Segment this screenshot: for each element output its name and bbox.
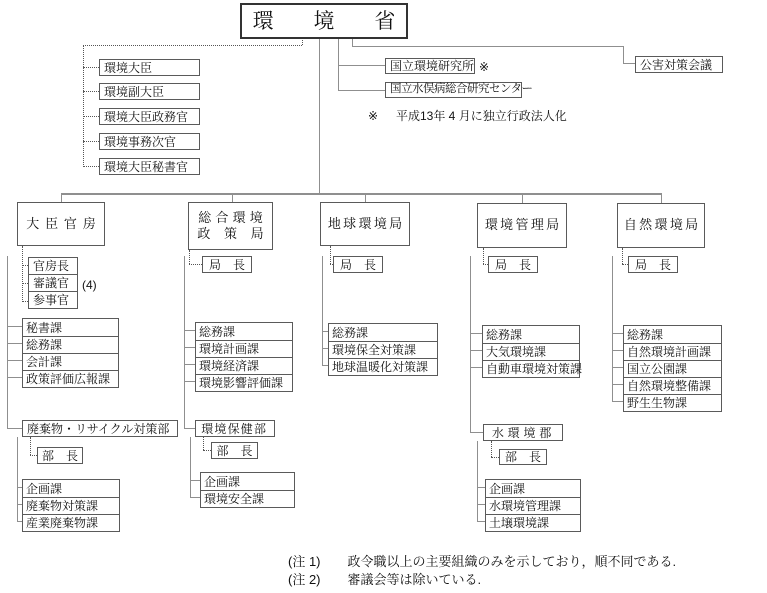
- col1-rail: [7, 256, 8, 428]
- division-row: 会計課: [23, 353, 118, 370]
- col4-stub-3: [470, 367, 482, 368]
- division-row: 環境保全対策課: [329, 341, 437, 358]
- division-row: 企画課: [204, 474, 241, 489]
- connector-bureaus-horizontal: [61, 193, 662, 195]
- division-row: 秘書課: [26, 320, 63, 335]
- bureau-stub-2: [232, 194, 233, 202]
- bureau-name: 自然環境局: [623, 217, 701, 233]
- division-row: 環境安全課: [201, 490, 294, 507]
- dotted-official-stub-5: [83, 166, 99, 167]
- col2-rail: [184, 256, 185, 428]
- dotted-officials-rail: [83, 45, 84, 167]
- division-row: 企画課: [489, 481, 526, 496]
- division-row: 環境影響評価課: [196, 374, 292, 391]
- col4-dept-stub: [470, 432, 483, 433]
- division-row: 廃棄物対策課: [23, 497, 119, 514]
- dotted-waste-head-rail: [30, 437, 31, 455]
- bureau-box-secretariat: [17, 202, 105, 246]
- officer-box-shingikan: 審議官: [28, 274, 78, 292]
- bureau-head-box-policy: 局 長: [202, 256, 252, 273]
- col1-stub-2: [7, 343, 22, 344]
- dotted-officials-horizontal: [83, 45, 302, 46]
- bureau-head-box-global: 局 長: [333, 256, 383, 273]
- division-row: 企画課: [26, 481, 63, 496]
- col5-stub-4: [612, 384, 623, 385]
- dotted-head2-stub: [189, 264, 202, 265]
- division-row: 環境経済課: [196, 357, 292, 374]
- department-box-health: 環境保健部: [195, 420, 275, 437]
- division-row: 大気環境課: [483, 343, 579, 360]
- division-row: 総務課: [199, 324, 236, 339]
- dotted-official-stub-2: [83, 91, 99, 92]
- dotted-officials-tick: [302, 40, 303, 45]
- official-box-minister: 環境大臣: [99, 59, 200, 76]
- footnote-mark: ※: [368, 109, 379, 123]
- note-text: 政令職以上の主要組織のみを示しており，順不同である.: [347, 554, 677, 569]
- division-row: 環境計画課: [196, 340, 292, 357]
- col4-dept-stub-2: [477, 504, 485, 505]
- division-row: 産業廃棄物課: [23, 514, 119, 531]
- division-table-global: [328, 323, 438, 376]
- col2-dept-stub-2: [190, 497, 200, 498]
- connector-council-vertical: [623, 46, 624, 63]
- council-box: 公害対策会議: [635, 56, 723, 73]
- division-row: 自然環境計画課: [624, 343, 721, 360]
- division-table-management: [482, 325, 583, 378]
- col2-stub-2: [184, 347, 195, 348]
- bureau-name-line2: 政策局: [197, 226, 278, 241]
- col2-stub-1: [184, 330, 195, 331]
- col2-dept-rail: [190, 437, 191, 497]
- institute-box: 国立環境研究所: [385, 58, 475, 74]
- col5-stub-3: [612, 367, 623, 368]
- col4-dept-stub-3: [477, 521, 485, 522]
- bureau-stub-4: [522, 194, 523, 203]
- col4-dept-rail: [477, 441, 478, 521]
- bureau-name: 環境管理局: [484, 217, 562, 233]
- note-text: 審議会等は除いている.: [347, 572, 482, 587]
- dotted-health-head-rail: [203, 437, 204, 450]
- col4-stub-1: [470, 333, 482, 334]
- dotted-water-head-rail: [491, 441, 492, 457]
- division-table-nature: [623, 325, 722, 412]
- official-box-administrative-vice-minister: 環境事務次官: [99, 133, 200, 150]
- col5-stub-1: [612, 333, 623, 334]
- col2-dept-stub-1: [190, 480, 200, 481]
- dotted-health-head-stub: [203, 450, 211, 451]
- bureau-name: 大臣官房: [26, 215, 102, 231]
- dotted-waste-head-stub: [30, 455, 37, 456]
- dotted-officers-rail: [22, 246, 23, 302]
- official-box-parliamentary-secretary: 環境大臣政務官: [99, 108, 200, 125]
- dotted-head3-rail: [330, 246, 331, 264]
- col1-stub-3: [7, 360, 22, 361]
- division-table-waste: [22, 479, 120, 532]
- col1-stub-1: [7, 326, 22, 327]
- department-box-waste: 廃棄物・リサイクル対策部: [22, 420, 178, 437]
- division-row: 自動車環境対策課: [483, 360, 579, 377]
- footnote-text: 平成13年 4 月に独立行政法人化: [396, 109, 567, 123]
- col5-stub-5: [612, 401, 623, 402]
- connector-minamata-stub: [338, 90, 385, 91]
- division-table-secretariat: [22, 318, 119, 388]
- col2-dept-stub: [184, 428, 195, 429]
- col5-stub-2: [612, 350, 623, 351]
- dotted-head4-rail: [483, 248, 484, 264]
- bureau-box-global: [320, 202, 410, 246]
- division-row: 土壌環境課: [486, 514, 580, 531]
- division-row: 政策評価広報課: [23, 370, 118, 387]
- division-row: 自然環境整備課: [624, 377, 721, 394]
- department-box-water: 水環境郡: [483, 424, 563, 441]
- bureau-stub-3: [365, 194, 366, 202]
- connector-council-stub1: [352, 39, 353, 46]
- col1-dept-stub: [7, 428, 22, 429]
- note-line-1: [288, 555, 676, 568]
- official-box-vice-minister: 環境副大臣: [99, 83, 200, 100]
- bureau-head-box-nature: 局 長: [628, 256, 678, 273]
- bureau-head-box-management: 局 長: [488, 256, 538, 273]
- division-row: 地球温暖化対策課: [329, 358, 437, 375]
- ministry-box: 環境省: [240, 3, 408, 39]
- col1-stub-4: [7, 377, 22, 378]
- bureau-box-nature: [617, 203, 705, 248]
- col5-rail: [612, 256, 613, 401]
- col4-dept-stub-1: [477, 487, 485, 488]
- dotted-head2-rail: [189, 250, 190, 264]
- dotted-official-stub-3: [83, 116, 99, 117]
- connector-main-vertical: [319, 39, 320, 193]
- connector-council-horizontal: [352, 46, 623, 47]
- connector-council-stub2: [623, 63, 635, 64]
- division-table-health: [200, 472, 295, 508]
- division-row: 総務課: [332, 325, 369, 340]
- division-row: 野生生物課: [624, 394, 721, 411]
- dotted-official-stub-4: [83, 141, 99, 142]
- col4-rail: [470, 256, 471, 432]
- col1-dept-rail: [17, 437, 18, 521]
- bureau-name: 地球環境局: [327, 215, 405, 231]
- division-row: 水環境管理課: [486, 497, 580, 514]
- dotted-official-stub-1: [83, 67, 99, 68]
- division-table-water: [485, 479, 581, 532]
- bureau-box-policy: [188, 202, 278, 250]
- col2-stub-4: [184, 381, 195, 382]
- bureau-name-line1: 総合環境: [198, 209, 267, 225]
- bureau-stub-5: [661, 194, 662, 203]
- division-row: 総務課: [486, 327, 523, 342]
- division-row: 総務課: [627, 327, 664, 342]
- col2-stub-3: [184, 364, 195, 365]
- department-head-box-health: 部 長: [211, 442, 258, 459]
- officer-box-sanjikan: 参事官: [28, 291, 78, 309]
- note-label: (注 2): [288, 572, 321, 587]
- dotted-head5-rail: [622, 248, 623, 264]
- institute-mark: ※: [479, 60, 490, 74]
- dotted-water-head-stub: [491, 457, 499, 458]
- department-head-box-water: 部 長: [499, 449, 547, 465]
- minamata-center-box: 国立水俣病総合研究センター: [385, 82, 522, 98]
- note-line-2: [288, 573, 481, 586]
- bureau-box-management: [477, 203, 567, 248]
- division-table-policy: [195, 322, 293, 392]
- note-label: (注 1): [288, 554, 321, 569]
- division-row: 総務課: [23, 336, 118, 353]
- bureau-stub-1: [61, 194, 62, 202]
- officer-box-kanbocho: 官房長: [28, 257, 78, 275]
- department-head-box-waste: 部 長: [37, 447, 83, 464]
- officer-count-suffix: (4): [82, 278, 97, 292]
- col4-stub-2: [470, 350, 482, 351]
- official-box-secretary: 環境大臣秘書官: [99, 158, 200, 175]
- connector-institute-stub: [338, 65, 385, 66]
- division-row: 国立公園課: [624, 360, 721, 377]
